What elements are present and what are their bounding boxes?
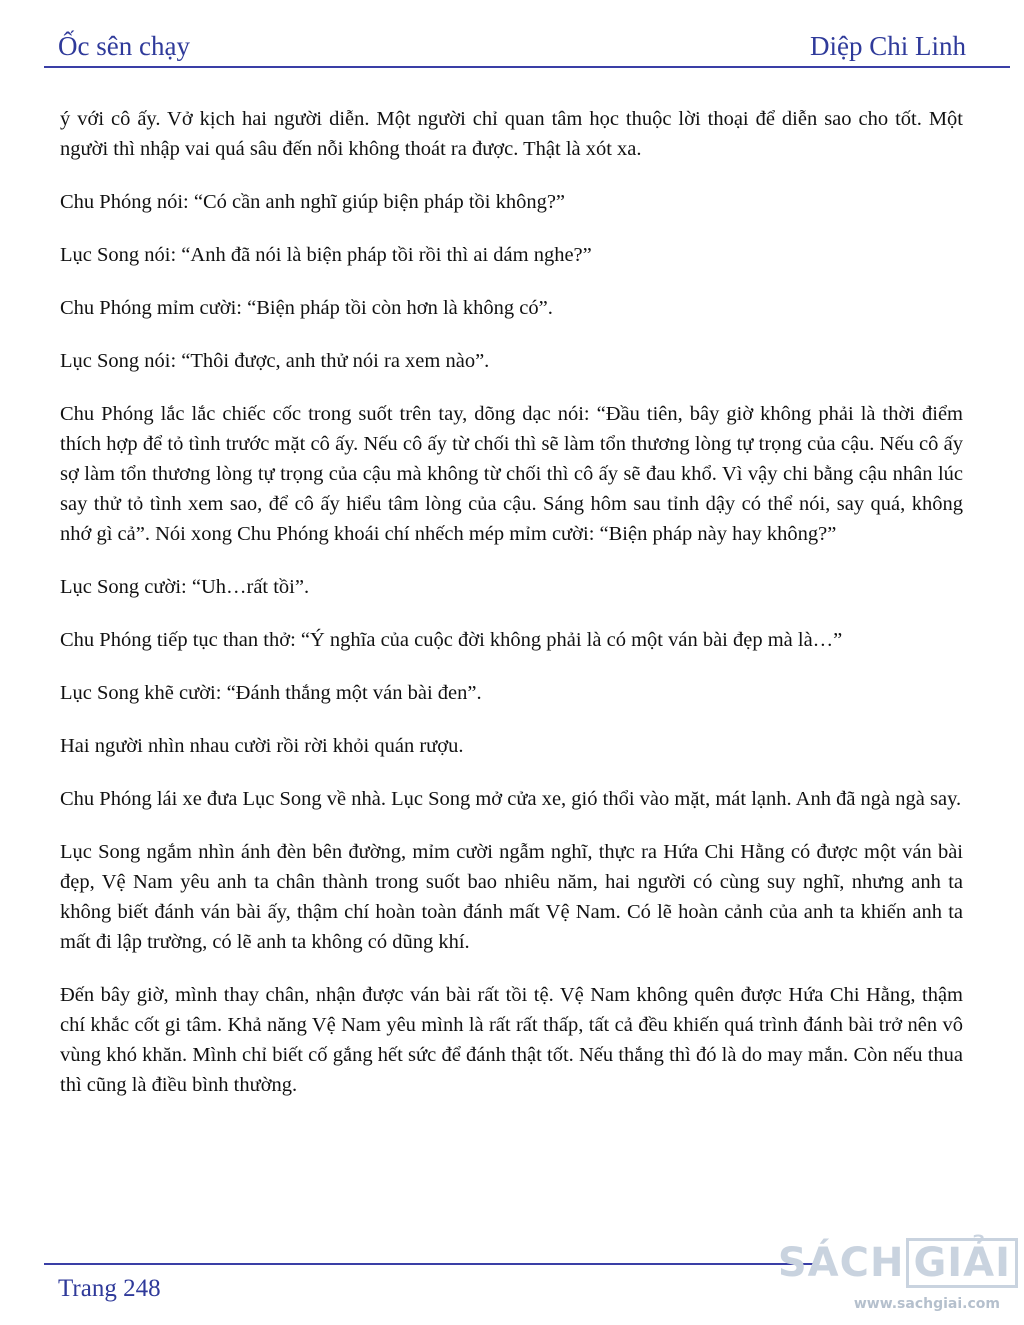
watermark-brand-left: SÁCH xyxy=(777,1240,905,1286)
paragraph: Lục Song nói: “Thôi được, anh thử nói ra xem nào”. xyxy=(60,350,490,372)
page-header xyxy=(58,22,966,62)
watermark-logo xyxy=(777,1238,1018,1322)
paragraph: Lục Song khẽ cười: “Đánh thắng một ván bài đen”. xyxy=(60,682,482,704)
paragraph: Chu Phóng tiếp tục than thở: “Ý nghĩa của cuộc đời không phải là có một ván bài đẹp mà là…” xyxy=(60,629,843,651)
paragraph: Chu Phóng nói: “Có cần anh nghĩ giúp biện pháp tồi không?” xyxy=(60,191,566,213)
paragraph: Đến bây giờ, mình thay chân, nhận được ván bài rất tồi tệ. Vệ Nam không quên được Hứa Chi Hằng, thậm chí khắc cốt gi tâm. Khả năng Vệ Nam yêu mình là rất rất thấp, tất cả đều khiến quá trình đánh bài trở nên vô vùng khó khăn. Mình chỉ biết cố gắng hết sức để đánh thật tốt. Nếu thắng thì đó là do may mắn. Còn nếu thua thì cũng là điều bình thường. xyxy=(60,984,963,1096)
paragraph: Chu Phóng mỉm cười: “Biện pháp tồi còn hơn là không có”. xyxy=(60,297,553,319)
book-author: Diệp Chi Linh xyxy=(810,31,966,61)
paragraph: ý với cô ấy. Vở kịch hai người diễn. Một người chỉ quan tâm học thuộc lời thoại để diễn sao cho tốt. Một người thì nhập vai quá sâu đến nỗi không thoát ra được. Thật là xót xa. xyxy=(60,108,963,160)
footer-divider xyxy=(44,1263,814,1265)
page-number: Trang 248 xyxy=(58,1275,161,1302)
paragraph: Lục Song cười: “Uh…rất tồi”. xyxy=(60,576,310,598)
book-title: Ốc sên chạy xyxy=(58,31,190,61)
watermark-url: www.sachgiai.com xyxy=(853,1296,1000,1312)
paragraph: Chu Phóng lái xe đưa Lục Song về nhà. Lục Song mở cửa xe, gió thổi vào mặt, mát lạnh. Anh đã ngà ngà say. xyxy=(60,788,962,810)
paragraph: Chu Phóng lắc lắc chiếc cốc trong suốt trên tay, dõng dạc nói: “Đầu tiên, bây giờ không phải là thời điểm thích hợp để tỏ tình trước mặt cô ấy. Nếu cô ấy từ chối thì sẽ làm tổn thương lòng tự trọng của cậu. Nếu cô ấy sợ làm tổn thương lòng tự trọng của cậu mà không từ chối thì cô ấy sẽ đau khổ. Vì vậy chi bằng cậu nhân lúc say thử tỏ tình xem sao, để cô ấy hiểu tâm lòng của cậu. Sáng hôm sau tỉnh dậy có thể nói, say quá, không nhớ gì cả”. Nói xong Chu Phóng khoái chí nhếch mép mỉm cười: “Biện pháp này hay không?” xyxy=(60,403,963,545)
header-divider xyxy=(44,66,1010,68)
page-body xyxy=(60,104,963,1123)
paragraph: Lục Song nói: “Anh đã nói là biện pháp tồi rồi thì ai dám nghe?” xyxy=(60,244,592,266)
watermark-brand-right: GIẢI xyxy=(906,1238,1018,1288)
watermark-brand xyxy=(778,1238,1018,1288)
paragraph: Hai người nhìn nhau cười rồi rời khỏi quán rượu. xyxy=(60,735,464,757)
paragraph: Lục Song ngắm nhìn ánh đèn bên đường, mỉm cười ngẫm nghĩ, thực ra Hứa Chi Hằng có được một ván bài đẹp, Vệ Nam yêu anh ta chân thành trong suốt bao nhiêu năm, hai người có cùng suy nghĩ, nhưng anh ta không biết đánh ván bài ấy, thậm chí hoàn toàn đánh mất Vệ Nam. Có lẽ hoàn cảnh của anh ta khiến anh ta mất đi lập trường, có lẽ anh ta không có dũng khí. xyxy=(60,841,963,953)
